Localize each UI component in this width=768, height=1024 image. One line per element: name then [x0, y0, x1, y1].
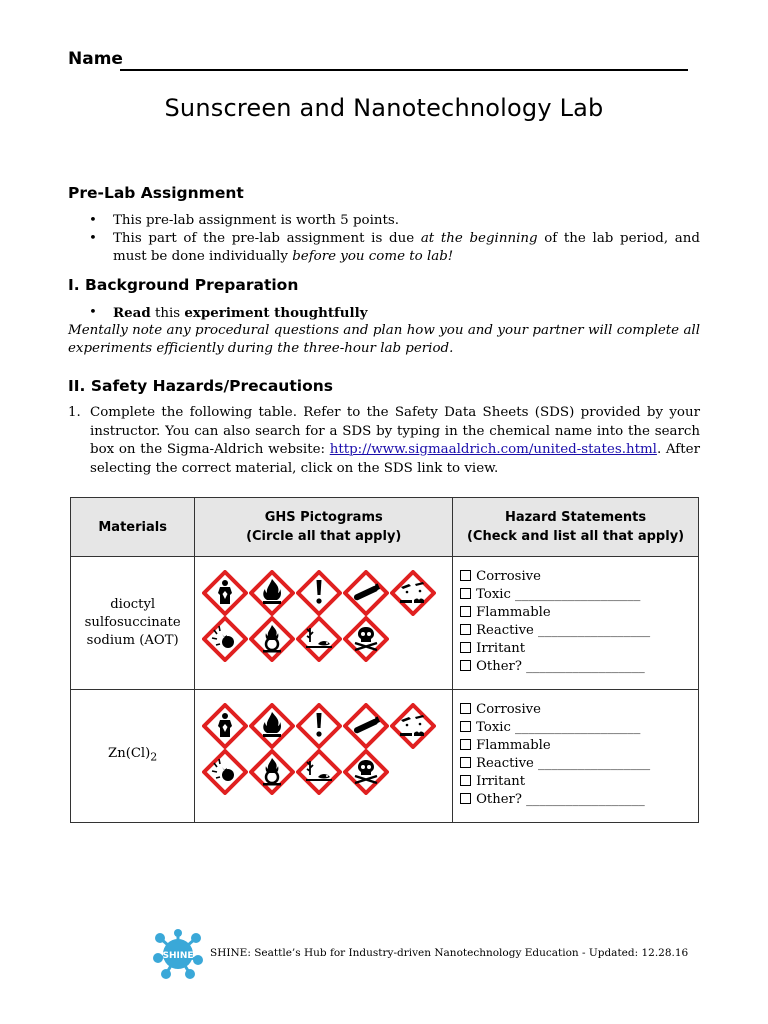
- hazard-option: Other? __________________: [460, 791, 698, 809]
- safety-heading: II. Safety Hazards/Precautions: [68, 377, 333, 395]
- hazard-option: Corrosive: [460, 701, 698, 719]
- gas-cylinder-icon[interactable]: [343, 703, 389, 749]
- header-hazards: Hazard Statements (Check and list all that apply): [453, 498, 699, 557]
- exclamation-icon[interactable]: [296, 570, 342, 616]
- health-hazard-icon[interactable]: [202, 570, 248, 616]
- background-bullets: [68, 304, 700, 323]
- hazard-checkbox[interactable]: [460, 775, 471, 786]
- pictogram-grid: [195, 690, 442, 795]
- hazard-option: Reactive _________________: [460, 622, 698, 640]
- hazard-table: [70, 497, 699, 823]
- corrosion-icon[interactable]: [390, 570, 436, 616]
- exploding-bomb-icon[interactable]: [202, 749, 248, 795]
- background-note: Mentally note any procedural questions and plan how you and your partner will complete all experiments efficiently during the three-hour lab period.: [68, 323, 700, 356]
- hazard-checkbox[interactable]: [460, 624, 471, 635]
- exploding-bomb-icon[interactable]: [202, 616, 248, 662]
- material-aot: dioctyl sulfosuccinate sodium (AOT): [71, 557, 195, 690]
- exclamation-icon[interactable]: [296, 703, 342, 749]
- table-row: [71, 557, 699, 690]
- hazard-checkbox[interactable]: [460, 721, 471, 732]
- hazard-option: Flammable: [460, 604, 698, 622]
- hazard-cell: [453, 690, 699, 823]
- hazard-table-header: [71, 498, 699, 557]
- hazard-option: Other? __________________: [460, 658, 698, 676]
- prelab-heading: Pre-Lab Assignment: [68, 184, 244, 202]
- name-blank-line[interactable]: [120, 69, 688, 71]
- header-ghs: GHS Pictograms (Circle all that apply): [195, 498, 453, 557]
- hazard-checkbox[interactable]: [460, 570, 471, 581]
- pictogram-cell: [195, 690, 453, 823]
- footer-text: SHINE: Seattle’s Hub for Industry-driven Nanotechnology Education - Updated: 12.28.16: [210, 947, 689, 959]
- background-bullet-read: • Read this experiment thoughtfully: [68, 304, 700, 323]
- background-heading: I. Background Preparation: [68, 276, 299, 294]
- footer: [152, 928, 689, 980]
- name-field[interactable]: [68, 48, 688, 72]
- prelab-bullet-points: • This pre-lab assignment is worth 5 points.: [68, 212, 700, 230]
- hazard-checkbox[interactable]: [460, 660, 471, 671]
- pictogram-grid: [195, 557, 442, 662]
- hazard-checkbox[interactable]: [460, 606, 471, 617]
- table-row: [71, 690, 699, 823]
- corrosion-icon[interactable]: [390, 703, 436, 749]
- hazard-option: Irritant: [460, 640, 698, 658]
- hazard-option: Irritant: [460, 773, 698, 791]
- instruction-number: 1.: [68, 405, 81, 420]
- flame-icon[interactable]: [249, 703, 295, 749]
- environment-icon[interactable]: [296, 749, 342, 795]
- hazard-option: Toxic ___________________: [460, 719, 698, 737]
- sigma-aldrich-link[interactable]: http://www.sigmaaldrich.com/united-states.html: [329, 442, 657, 457]
- prelab-bullets: [68, 212, 700, 266]
- hazard-checkbox[interactable]: [460, 703, 471, 714]
- flame-icon[interactable]: [249, 570, 295, 616]
- header-materials: Materials: [71, 498, 195, 557]
- shine-logo: [152, 928, 204, 980]
- environment-icon[interactable]: [296, 616, 342, 662]
- svg-text:SHINE: SHINE: [162, 951, 194, 961]
- hazard-checklist: [453, 557, 698, 676]
- flame-over-circle-icon[interactable]: [249, 616, 295, 662]
- hazard-checkbox[interactable]: [460, 588, 471, 599]
- safety-instruction: 1. Complete the following table. Refer to the Safety Data Sheets (SDS) provided by your instructor. You can also search for a SDS by typing in the chemical name into the search box on the Sigma-Aldrich website: http://www.sigmaaldrich.com/united-states.html. After selecting the correct material, click on the SDS link to view.: [68, 405, 700, 476]
- page-title: Sunscreen and Nanotechnology Lab: [164, 94, 604, 122]
- name-label: Name: [68, 49, 123, 69]
- hazard-checkbox[interactable]: [460, 793, 471, 804]
- gas-cylinder-icon[interactable]: [343, 570, 389, 616]
- skull-crossbones-icon[interactable]: [343, 616, 389, 662]
- pictogram-cell: [195, 557, 453, 690]
- hazard-checkbox[interactable]: [460, 757, 471, 768]
- hazard-checkbox[interactable]: [460, 642, 471, 653]
- health-hazard-icon[interactable]: [202, 703, 248, 749]
- material-zncl2: $Zn(Cl)_2$: [71, 690, 195, 823]
- skull-crossbones-icon[interactable]: [343, 749, 389, 795]
- hazard-option: Corrosive: [460, 568, 698, 586]
- hazard-cell: [453, 557, 699, 690]
- hazard-option: Reactive _________________: [460, 755, 698, 773]
- hazard-option: Flammable: [460, 737, 698, 755]
- prelab-bullet-due: • This part of the pre-lab assignment is due at the beginning of the lab period, and must be done individually before you come to lab!: [68, 230, 700, 266]
- hazard-option: Toxic ___________________: [460, 586, 698, 604]
- hazard-checklist: [453, 690, 698, 809]
- flame-over-circle-icon[interactable]: [249, 749, 295, 795]
- hazard-checkbox[interactable]: [460, 739, 471, 750]
